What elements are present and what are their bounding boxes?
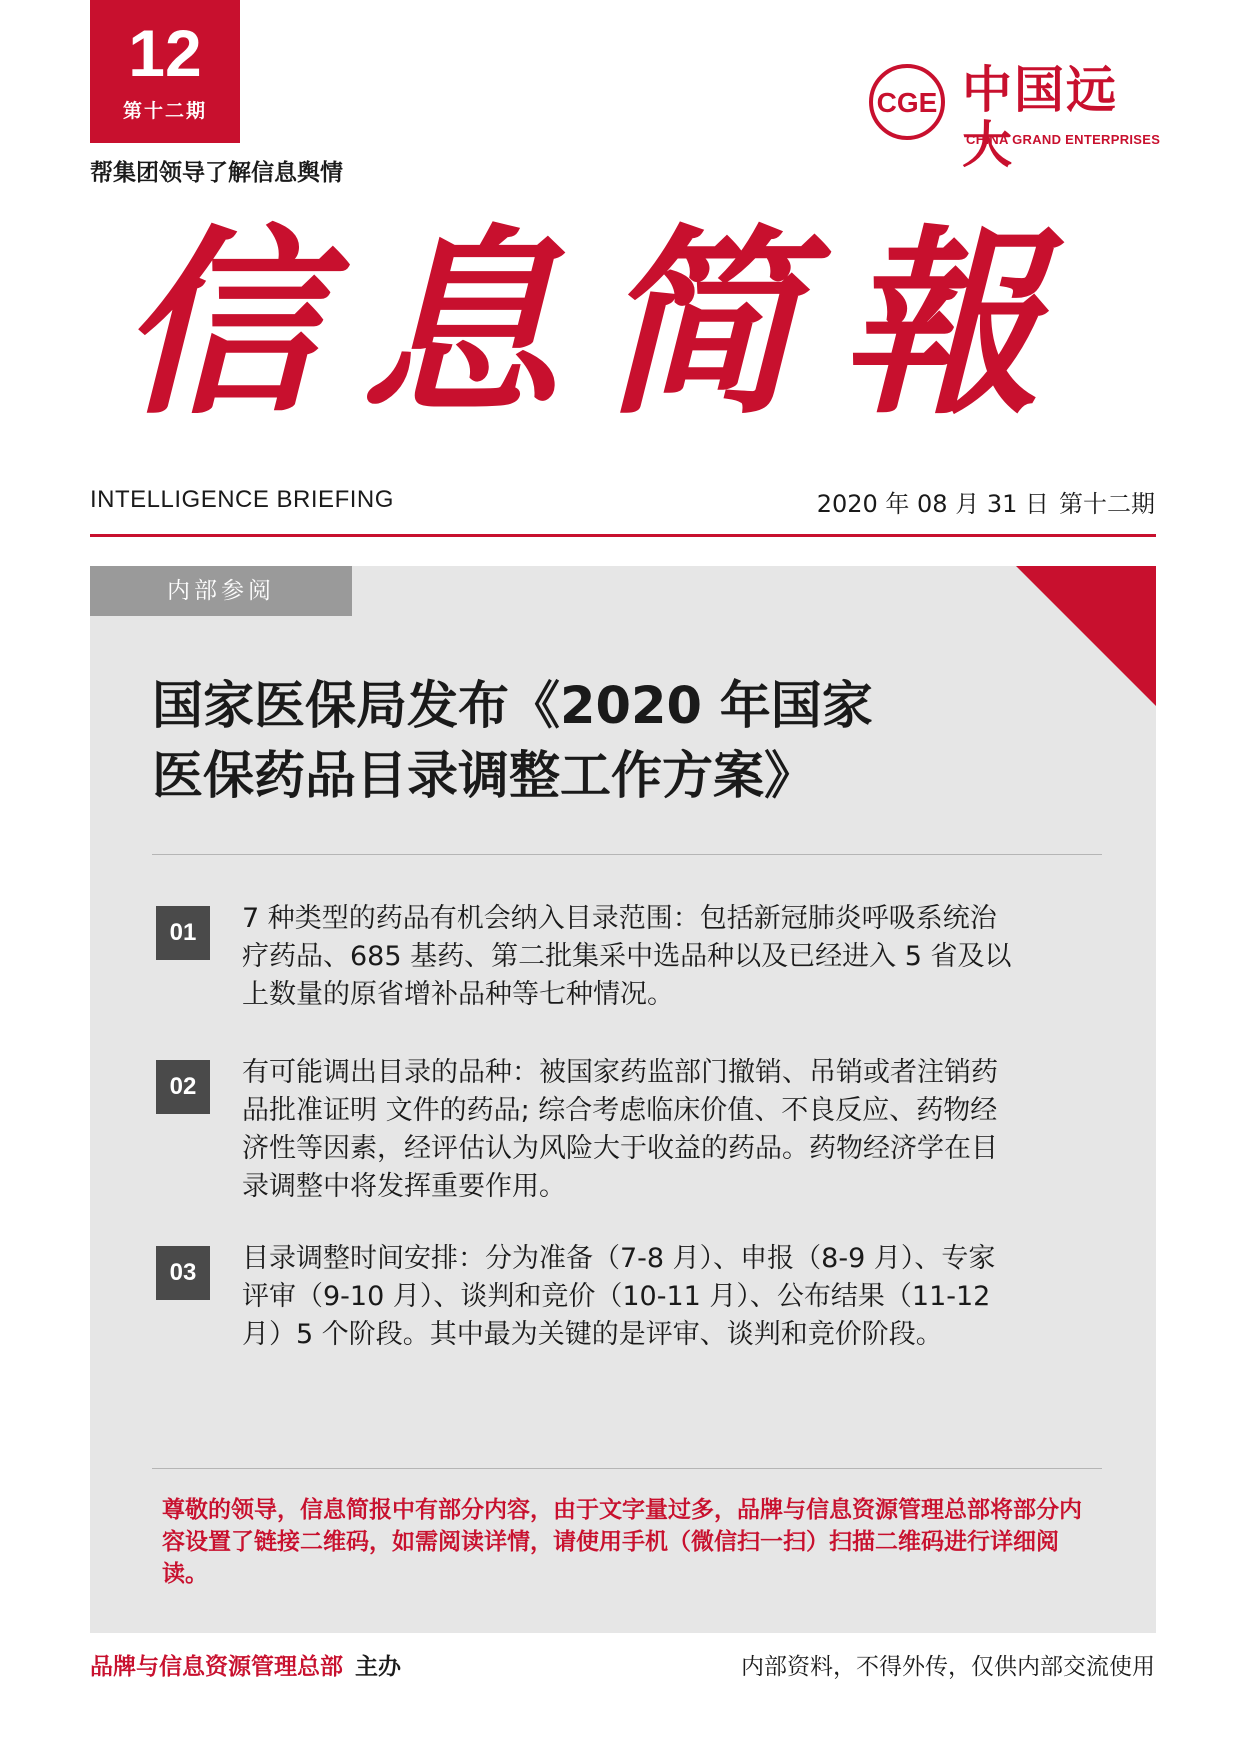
sponsor-label: 主办	[355, 1654, 401, 1680]
item-number: 03	[156, 1246, 210, 1300]
section-tag: 内部参阅	[90, 566, 352, 616]
cge-logo-icon	[862, 62, 952, 142]
header-divider	[90, 534, 1156, 537]
masthead-title: 信息简報	[120, 207, 1081, 442]
issue-badge	[90, 0, 240, 143]
logo-english-name: CHINA GRAND ENTERPRISES	[966, 132, 1161, 147]
masthead-calligraphy	[120, 205, 1120, 465]
item-number: 01	[156, 906, 210, 960]
publication-date-line	[817, 484, 1155, 519]
content-divider	[152, 854, 1102, 855]
item-text: 目录调整时间安排：分为准备（7-8 月）、申报（8-9 月）、专家评审（9-10 月）、谈判和竞价（10-11 月）、公布结果（11-12 月）5 个阶段。其中最为关键的是评审、谈判和竞价阶段。	[242, 1243, 996, 1350]
content-panel	[90, 566, 1156, 1633]
company-logo	[862, 60, 1162, 174]
headline-line: 医保药品目录调整工作方案》	[152, 747, 816, 806]
footer-disclaimer: 内部资料，不得外传，仅供内部交流使用	[741, 1654, 1155, 1680]
sponsor-department: 品牌与信息资源管理总部	[90, 1654, 343, 1680]
issue-text: 第十二期	[1059, 490, 1155, 518]
footer-sponsor	[90, 1648, 401, 1681]
item-text: 7 种类型的药品有机会纳入目录范围：包括新冠肺炎呼吸系统治疗药品、685 基药、第二批集采中选品种以及已经进入 5 省及以上数量的原省增补品种等七种情况。	[242, 903, 1012, 1010]
headline	[152, 672, 1052, 812]
logo-chinese-name: 中国远大	[962, 60, 1118, 174]
issue-label: 第十二期	[122, 100, 207, 122]
issue-number: 12	[128, 16, 202, 90]
publication-subtitle: INTELLIGENCE BRIEFING	[90, 486, 394, 513]
logo-abbr: CGE	[876, 87, 938, 118]
headline-line: 国家医保局发布《2020 年国家	[152, 677, 873, 736]
content-divider	[152, 1468, 1102, 1469]
tagline: 帮集团领导了解信息舆情	[90, 160, 343, 186]
item-number: 02	[156, 1060, 210, 1114]
reader-notice: 尊敬的领导，信息简报中有部分内容，由于文字量过多，品牌与信息资源管理总部将部分内容设置了链接二维码，如需阅读详情，请使用手机（微信扫一扫）扫描二维码进行详细阅读。	[162, 1497, 1082, 1587]
publication-date: 2020 年 08 月 31 日	[816, 490, 1049, 518]
item-text: 有可能调出目录的品种：被国家药监部门撤销、吊销或者注销药品批准证明 文件的药品; 综合考虑临床价值、不良反应、药物经济性等因素，经评估认为风险大于收益的药品。药物经济学在目录调整中将发挥重要作用。	[242, 1057, 998, 1202]
